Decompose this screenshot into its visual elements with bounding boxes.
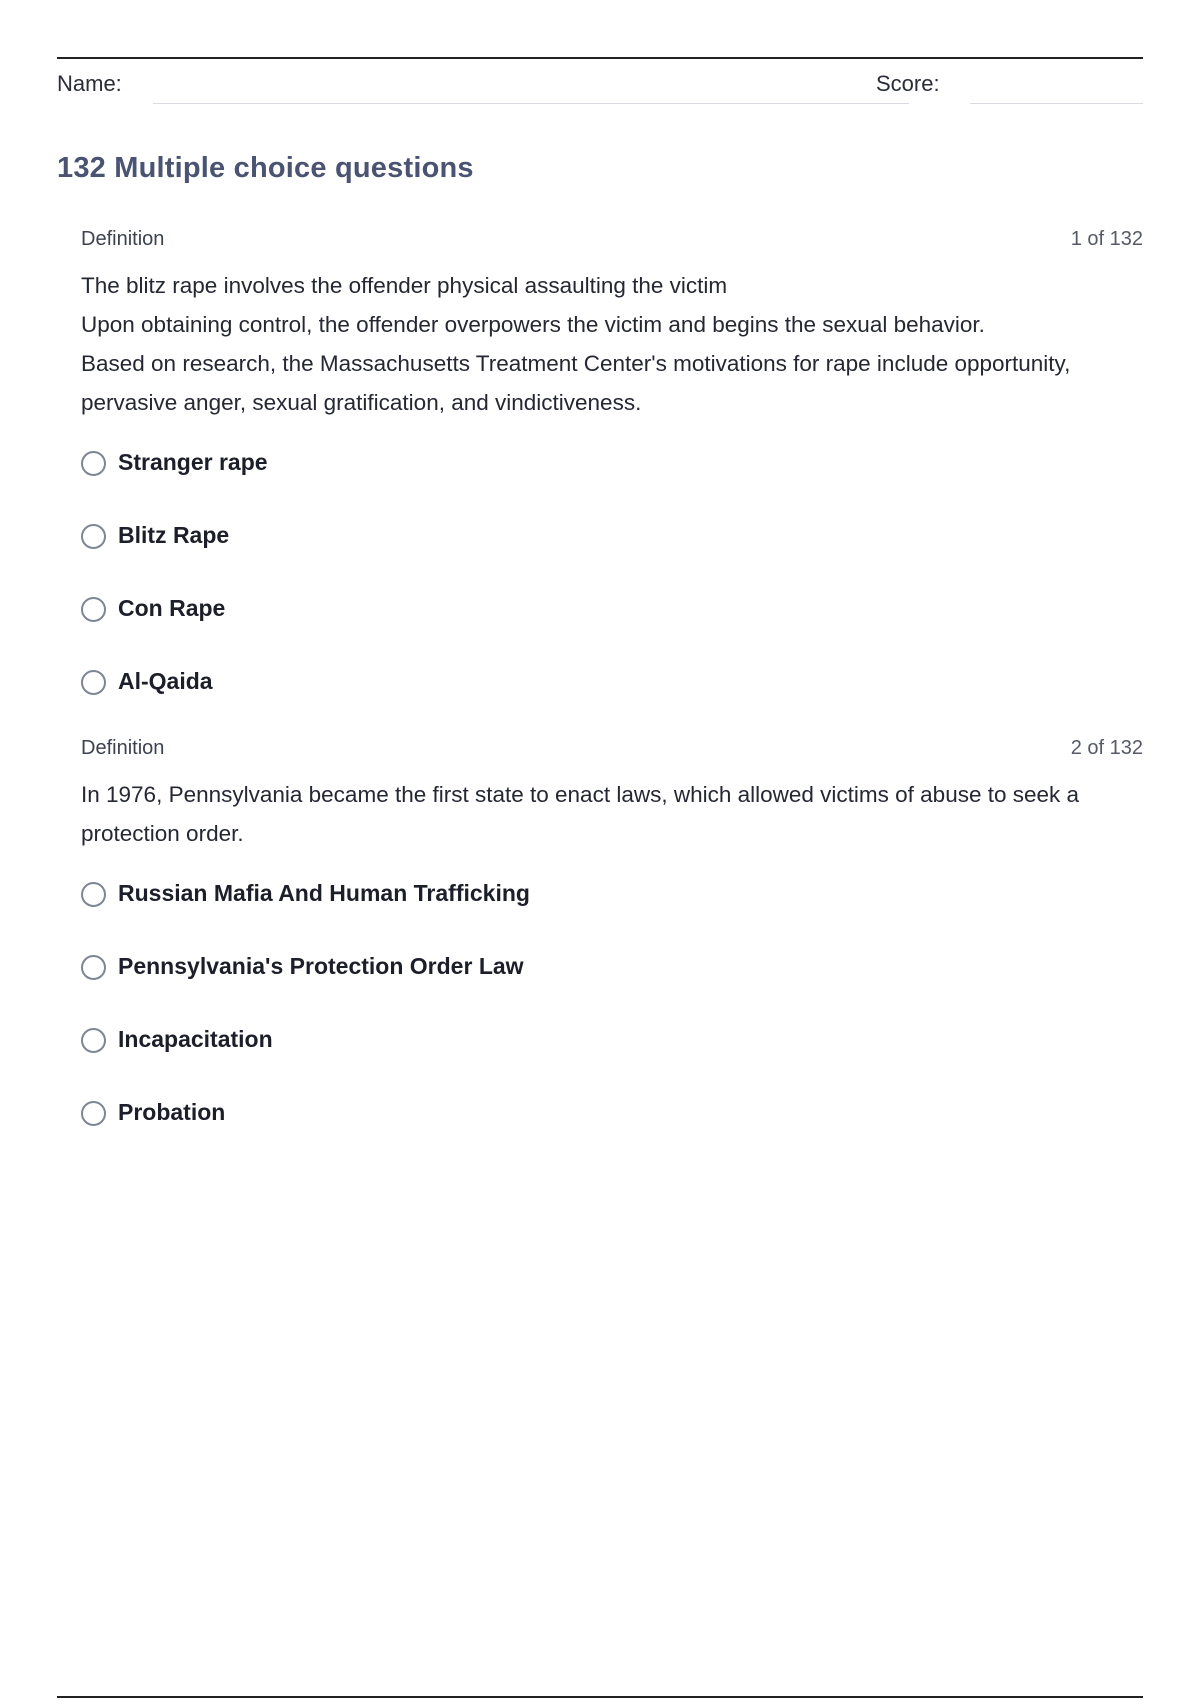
name-label: Name: — [57, 71, 122, 96]
answer-option[interactable] — [81, 877, 1143, 950]
question-line: Upon obtaining control, the offender overpowers the victim and begins the sexual behavior. — [81, 312, 985, 337]
bottom-divider — [57, 1696, 1143, 1698]
score-field[interactable] — [970, 103, 1143, 104]
quiz-page — [57, 57, 1143, 1700]
answer-options — [81, 446, 1143, 738]
answer-option[interactable] — [81, 592, 1143, 665]
radio-button[interactable] — [81, 1028, 106, 1053]
question-meta — [81, 228, 1143, 254]
radio-button[interactable] — [81, 882, 106, 907]
question-line: In 1976, Pennsylvania became the first state to enact laws, which allowed victims of abuse to seek a protection order. — [81, 782, 1080, 846]
score-label: Score: — [876, 71, 940, 96]
option-label: Russian Mafia And Human Trafficking — [118, 880, 530, 906]
radio-button[interactable] — [81, 670, 106, 695]
question-text — [81, 775, 1143, 853]
question-1 — [81, 228, 1143, 738]
answer-option[interactable] — [81, 446, 1143, 519]
radio-button[interactable] — [81, 955, 106, 980]
answer-option[interactable] — [81, 950, 1143, 1023]
answer-option[interactable] — [81, 665, 1143, 738]
question-type: Definition — [81, 228, 165, 250]
radio-button[interactable] — [81, 1101, 106, 1126]
header — [57, 65, 1143, 105]
option-label: Blitz Rape — [118, 522, 230, 548]
question-counter: 1 of 132 — [1070, 228, 1143, 250]
answer-option[interactable] — [81, 519, 1143, 592]
name-field[interactable] — [153, 103, 909, 104]
option-label: Al-Qaida — [118, 668, 213, 694]
option-label: Stranger rape — [118, 449, 268, 475]
question-text — [81, 266, 1143, 422]
radio-button[interactable] — [81, 451, 106, 476]
question-type: Definition — [81, 737, 165, 759]
question-line: The blitz rape involves the offender physical assaulting the victim — [81, 273, 728, 298]
top-divider — [57, 57, 1143, 59]
question-line: Based on research, the Massachusetts Treatment Center's motivations for rape include opportunity, pervasive anger, sexual gratification, and vindictiveness. — [81, 351, 1071, 415]
option-label: Incapacitation — [118, 1026, 273, 1052]
question-2 — [81, 737, 1143, 1169]
radio-button[interactable] — [81, 597, 106, 622]
radio-button[interactable] — [81, 524, 106, 549]
answer-option[interactable] — [81, 1096, 1143, 1169]
option-label: Pennsylvania's Protection Order Law — [118, 953, 524, 979]
option-label: Probation — [118, 1099, 226, 1125]
question-meta — [81, 737, 1143, 763]
section-title: 132 Multiple choice questions — [57, 152, 474, 184]
question-counter: 2 of 132 — [1070, 737, 1143, 759]
option-label: Con Rape — [118, 595, 226, 621]
answer-option[interactable] — [81, 1023, 1143, 1096]
answer-options — [81, 877, 1143, 1169]
